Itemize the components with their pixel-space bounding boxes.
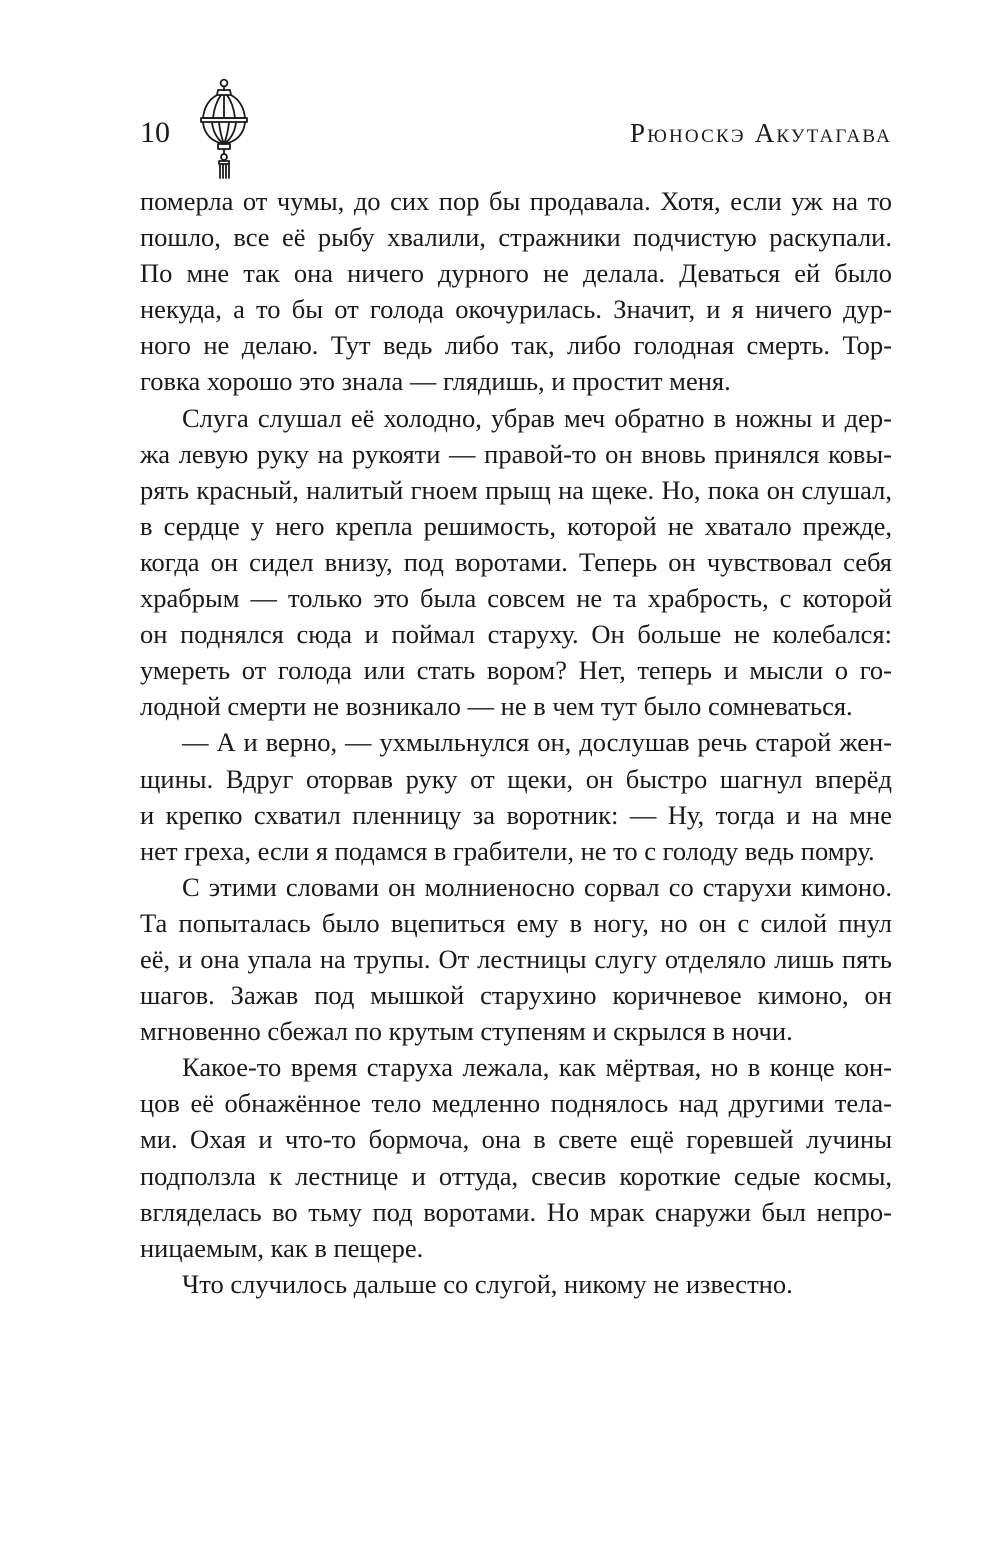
text-line: ми. Охая и что-то бормоча, она в свете ещё горевшей лучины xyxy=(140,1124,892,1155)
lantern-icon xyxy=(196,78,252,180)
page-header xyxy=(140,78,892,178)
paragraph-2 xyxy=(140,400,892,725)
paragraph-6 xyxy=(140,1266,892,1302)
text-line: По мне так она ничего дурного не делала. Деваться ей было xyxy=(140,258,892,289)
text-line: Та попыталась было вцепиться ему в ногу, но он с силой пнул xyxy=(140,907,892,938)
text-line: и крепко схватил пленницу за воротник: — Ну, тогда и на мне xyxy=(140,799,892,830)
text-line: в сердце у него крепла решимость, которой не хватало прежде, xyxy=(140,510,892,541)
text-line: цов её обнажённое тело медленно поднялось над другими тела- xyxy=(140,1088,892,1119)
text-line: жа левую руку на рукояти — правой-то он вновь принялся ковы- xyxy=(140,438,892,469)
text-line: некуда, а то бы от голода окочурилась. Значит, и я ничего дур- xyxy=(140,294,892,325)
text-line: говка хорошо это знала — глядишь, и простит меня. xyxy=(140,366,731,397)
text-line: пошло, все её рыбу хвалили, стражники подчистую раскупали. xyxy=(140,222,892,253)
text-line: ницаемым, как в пещере. xyxy=(140,1232,424,1263)
page-number: 10 xyxy=(140,116,170,149)
text-line: ного не делаю. Тут ведь либо так, либо голодная смерть. Тор- xyxy=(140,330,892,361)
running-head-author: Рюноскэ Акутагава xyxy=(630,118,892,148)
text-line: Какое-то время старуха лежала, как мёртвая, но в конце кон- xyxy=(182,1052,892,1083)
text-line: С этими словами он молниеносно сорвал со старухи кимоно. xyxy=(182,871,892,902)
paragraph-3 xyxy=(140,724,892,868)
text-line: нет греха, если я подамся в грабители, не то с голоду ведь помру. xyxy=(140,835,875,866)
text-line: лодной смерти не возникало — не в чем тут было сомневаться. xyxy=(140,691,853,722)
text-line: её, и она упала на трупы. От лестницы слугу отделяло лишь пять xyxy=(140,943,892,974)
text-line: храбрым — только это была совсем не та храбрость, с которой xyxy=(140,583,892,614)
text-line: померла от чумы, до сих пор бы продавала. Хотя, если уж на то xyxy=(140,186,892,216)
text-line: Что случилось дальше со слугой, никому не известно. xyxy=(182,1268,793,1299)
text-line: вгляделась во тьму под воротами. Но мрак снаружи был непро- xyxy=(140,1196,892,1227)
body-text xyxy=(140,183,892,1302)
text-line: Слуга слушал её холодно, убрав меч обратно в ножны и дер- xyxy=(182,402,892,433)
text-line: мгновенно сбежал по крутым ступеням и скрылся в ночи. xyxy=(140,1016,793,1047)
text-line: шагов. Зажав под мышкой старухино коричневое кимоно, он xyxy=(140,980,892,1011)
text-line: щины. Вдруг оторвав руку от щеки, он быстро шагнул вперёд xyxy=(140,763,892,794)
text-line: умереть от голода или стать вором? Нет, теперь и мысли о го- xyxy=(140,655,892,686)
paragraph-4 xyxy=(140,869,892,1049)
text-line: когда он сидел внизу, под воротами. Теперь он чувствовал себя xyxy=(140,546,892,577)
paragraph-5 xyxy=(140,1049,892,1266)
paragraph-1 xyxy=(140,183,892,400)
text-line: подползла к лестнице и оттуда, свесив короткие седые космы, xyxy=(140,1160,892,1191)
text-line: — А и верно, — ухмыльнулся он, дослушав речь старой жен- xyxy=(182,727,892,758)
text-line: он поднялся сюда и поймал старуху. Он больше не колебался: xyxy=(140,619,892,650)
text-line: рять красный, налитый гноем прыщ на щеке. Но, пока он слушал, xyxy=(140,474,892,505)
